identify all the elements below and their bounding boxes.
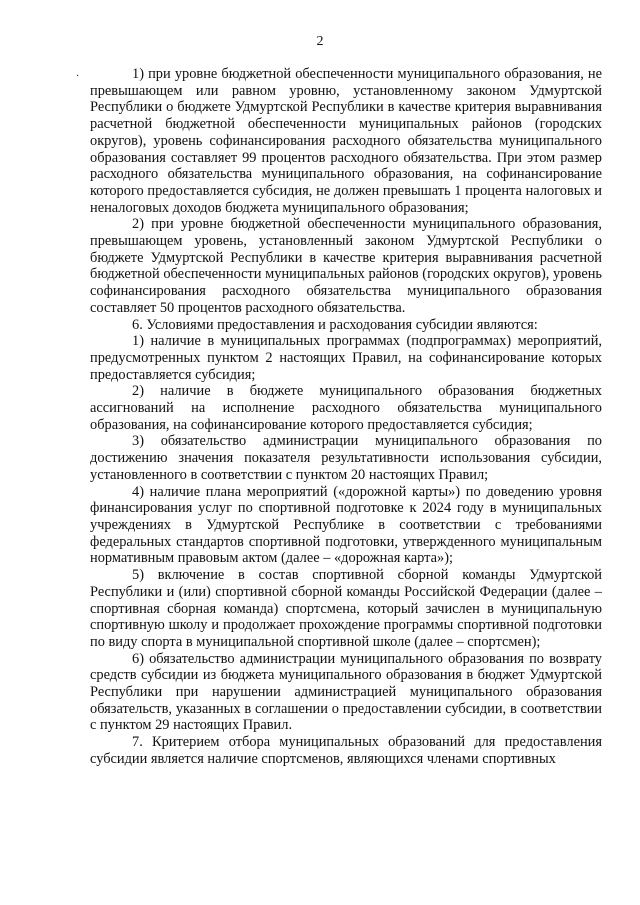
paragraph-subitem-1: 1) при уровне бюджетной обеспеченности муниципального образования, не превышающем или равном уровню, установленному законом Удмуртской Республики о бюджете Удмуртской Республики в качестве критерия выравнивания расчетной бюджетной обеспеченности муниципальных районов (городских округов), уровень софинансирования расходного обязательства муниципального образования составляет 99 процентов расходного обязательства. При этом размер расходного обязательства муниципального образования, на софинансирование которого предоставляется субсидия, не должен превышать 1 процента налоговых и неналоговых доходов бюджета муниципального образования; <box>90 66 602 216</box>
paragraph-subitem-2: 2) при уровне бюджетной обеспеченности муниципального образования, превышающем уровень, установленный законом Удмуртской Республики о бюджете Удмуртской Республики в качестве критерия выравнивания расчетной бюджетной обеспеченности муниципальных районов (городских округов), уровень софинансирования расходного обязательства муниципального образования составляет 50 процентов расходного обязательства. <box>90 216 602 316</box>
margin-mark: · <box>76 71 80 82</box>
page-number: 2 <box>316 34 324 49</box>
document-body <box>90 66 602 768</box>
paragraph-condition-4: 4) наличие плана мероприятий («дорожной карты») по доведению уровня финансирования услуг по спортивной подготовке к 2024 году в муниципальных учреждениях в Удмуртской Республике в соответствии с требованиями федеральных стандартов спортивной подготовки, утвержденного муниципальным нормативным правовым актом (далее – «дорожная карта»); <box>90 483 602 567</box>
paragraph-section-6: 6. Условиями предоставления и расходования субсидии являются: <box>132 316 538 333</box>
paragraph-section-7: 7. Критерием отбора муниципальных образований для предоставления субсидии является наличие спортсменов, являющихся членами спортивных <box>90 734 602 767</box>
paragraph-condition-1: 1) наличие в муниципальных программах (подпрограммах) мероприятий, предусмотренных пунктом 2 настоящих Правил, на софинансирование которых предоставляется субсидия; <box>90 333 602 383</box>
paragraph-condition-5: 5) включение в состав спортивной сборной команды Удмуртской Республики и (или) спортивной сборной команды Российской Федерации (далее – спортивная сборная команда) спортсмена, который зачислен в муниципальную спортивную школу и продолжает прохождение программы спортивной подготовки по виду спорта в муниципальной спортивной школе (далее – спортсмен); <box>90 567 602 650</box>
paragraph-condition-6: 6) обязательство администрации муниципального образования по возврату средств субсидии из бюджета муниципального образования в бюджет Удмуртской Республики при нарушении администрацией муниципального образования обязательств, указанных в соглашении о предоставлении субсидии, в соответствии с пунктом 29 настоящих Правил. <box>90 650 602 734</box>
paragraph-condition-2: 2) наличие в бюджете муниципального образования бюджетных ассигнований на исполнение расходного обязательства муниципального образования, на софинансирование которого предоставляется субсидия; <box>90 383 602 433</box>
paragraph-condition-3: 3) обязательство администрации муниципального образования по достижению значения показателя результативности использования субсидии, установленного в соответствии с пунктом 20 настоящих Правил; <box>90 433 602 483</box>
